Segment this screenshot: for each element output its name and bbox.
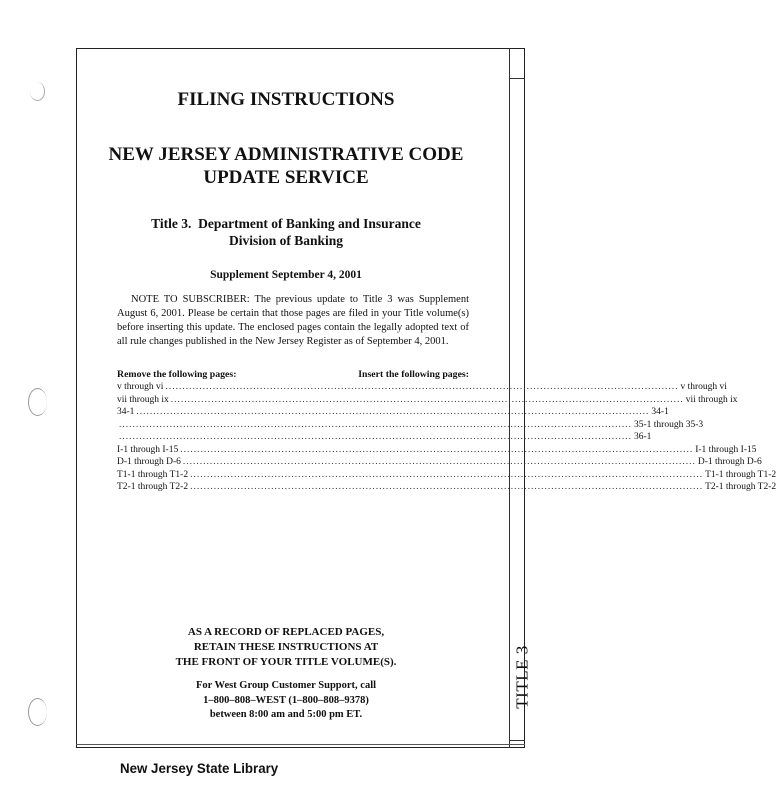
retain-line: RETAIN THESE INSTRUCTIONS AT (193, 641, 379, 653)
leader-dots: ........................................................................................................................................................ (165, 382, 679, 392)
insert-pages: 35-1 through 35-3 (634, 419, 704, 430)
remove-pages: T2-1 through T2-2 (117, 482, 189, 492)
support-line: 1–800–808–WEST (1–800–808–9378) (203, 694, 369, 706)
retain-line: THE FRONT OF YOUR TITLE VOLUME(S). (175, 656, 397, 668)
leader-dots: ........................................................................................................................................................ (182, 457, 696, 467)
remove-pages: vii through ix (117, 394, 169, 405)
insert-pages: 36-1 (634, 432, 652, 442)
retain-instructions (86, 625, 486, 670)
title-line: Division of Banking (228, 233, 344, 248)
leader-dots: ........................................................................................................................................................ (180, 444, 694, 455)
punch-hole-mark (28, 698, 47, 726)
subtitle-line: NEW JERSEY ADMINISTRATIVE CODE (108, 144, 464, 165)
document-title: FILING INSTRUCTIONS (177, 89, 395, 110)
insert-pages: T1-1 through T1-2 (705, 469, 776, 480)
remove-pages: I-1 through I-15 (117, 444, 179, 455)
remove-pages: 34-1 (117, 407, 135, 417)
insert-pages: vii through ix (685, 394, 738, 405)
document-subtitle (86, 143, 486, 189)
remove-header: Remove the following pages: (117, 369, 237, 380)
insert-pages: D-1 through D-6 (697, 457, 762, 467)
insert-pages: I-1 through I-15 (695, 444, 757, 455)
list-item (117, 407, 669, 420)
list-item (117, 394, 738, 408)
pages-list-header (117, 369, 469, 380)
insert-pages: T2-1 through T2-2 (705, 482, 776, 492)
retain-line: AS A RECORD OF REPLACED PAGES, (187, 626, 385, 638)
list-item (117, 444, 757, 458)
title-line: Title 3. Department of Banking and Insurance (151, 216, 421, 231)
support-line: For West Group Customer Support, call (195, 680, 377, 691)
subscriber-note: NOTE TO SUBSCRIBER: The previous update to Title 3 was Supplement August 6, 2001. Please be certain that those pages are filed in your Title volume(s) before inserting this update. The enclosed pages contain the legally adopted text of all rule changes published in the New Jersey Register as of September 4, 2001. (117, 294, 469, 347)
remove-pages: D-1 through D-6 (117, 457, 181, 467)
remove-pages: v through vi (117, 382, 164, 392)
insert-pages: 34-1 (651, 407, 669, 417)
punch-hole-mark (28, 388, 47, 416)
bottom-rule (76, 744, 525, 745)
insert-pages: v through vi (680, 382, 727, 392)
supplement-date: Supplement September 4, 2001 (210, 269, 362, 281)
tab-label: TITLE 3 (513, 645, 533, 709)
list-item (117, 432, 652, 445)
list-item (117, 469, 776, 483)
leader-dots: ........................................................................................................................................................ (119, 432, 632, 442)
leader-dots: ........................................................................................................................................................ (190, 469, 704, 480)
list-item (117, 419, 704, 433)
pages-list (117, 382, 776, 495)
subtitle-line: UPDATE SERVICE (203, 167, 369, 188)
list-item (117, 382, 727, 395)
leader-dots: ........................................................................................................................................................ (190, 482, 704, 492)
remove-pages: T1-1 through T1-2 (117, 469, 189, 480)
title-tab (503, 632, 543, 722)
title-heading (86, 215, 486, 249)
library-stamp: New Jersey State Library (120, 760, 279, 776)
list-item (117, 457, 762, 470)
tab-divider-top (509, 78, 525, 79)
insert-header: Insert the following pages: (358, 369, 469, 380)
leader-dots: ........................................................................................................................................................ (170, 394, 684, 405)
leader-dots: ........................................................................................................................................................ (119, 419, 632, 430)
leader-dots: ........................................................................................................................................................ (136, 407, 650, 417)
support-line: between 8:00 am and 5:00 pm ET. (209, 709, 363, 720)
punch-hole-mark (30, 82, 45, 101)
list-item (117, 482, 776, 495)
tab-divider-bottom (509, 740, 525, 741)
customer-support (86, 679, 486, 723)
